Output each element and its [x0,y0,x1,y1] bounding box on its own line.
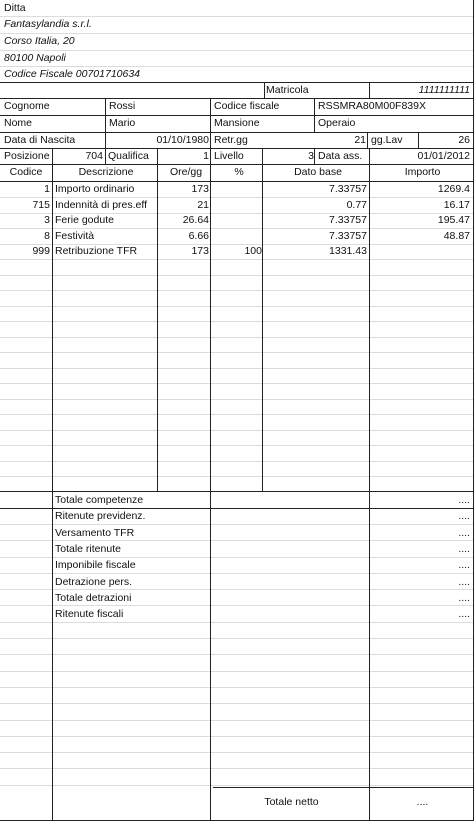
table-cell-base: 1331.43 [329,245,367,257]
grid-line [264,82,265,98]
grid-line [0,321,474,322]
header-codice: Codice [9,166,43,178]
table-cell-base: 0.77 [346,198,367,211]
mansione-label: Mansione [214,117,260,129]
mansione-value: Operaio [318,117,356,129]
grid-line [367,132,368,148]
grid-line [210,98,211,148]
table-cell-base: 7.33757 [329,229,367,242]
grid-line [0,687,474,688]
grid-line [0,654,474,655]
total-label: Versamento TFR [55,526,135,539]
grid-line [0,703,474,704]
table-cell-codice: 1 [44,183,50,195]
gg-lav-label: gg.Lav [371,134,403,146]
table-cell-descrizione: Indennità di pres.eff [55,198,148,211]
table-cell-perc: 100 [244,245,262,257]
grid-line [0,476,474,477]
table-cell-codice: 999 [32,245,50,257]
header-dato-base: Dato base [294,166,342,178]
grid-line [0,337,474,338]
grid-line [0,622,474,623]
posizione-label: Posizione [4,150,50,162]
company-fiscal-code: Codice Fiscale 00701710634 [4,68,141,80]
totale-netto-value: .... [416,796,429,808]
data-nascita-label: Data di Nascita [4,134,76,146]
grid-line [0,445,474,446]
grid-line [0,306,474,307]
grid-line [0,491,474,492]
grid-line [210,148,211,164]
total-value: .... [458,608,470,621]
table-cell-descrizione: Festività [55,229,95,242]
grid-line [0,671,474,672]
table-cell-importo: 16.17 [443,198,470,211]
data-ass-value: 01/01/2012 [417,150,470,162]
grid-line [52,148,53,164]
grid-line [157,148,158,164]
retr-gg-label: Retr.gg [214,134,248,146]
data-nascita-value: 01/10/1980 [156,134,209,146]
grid-line [210,164,211,820]
grid-line [52,164,53,820]
grid-line [105,148,106,164]
qualifica-label: Qualifica [108,150,149,162]
total-label: Detrazione pers. [55,575,133,588]
nome-label: Nome [4,117,33,129]
qualifica-value: 1 [203,150,209,162]
header-importo: Importo [404,166,441,178]
table-cell-descrizione: Importo ordinario [55,183,135,195]
livello-label: Livello [214,150,244,162]
grid-line [0,736,474,737]
gg-lav-value: 26 [458,134,470,146]
total-value: .... [458,494,470,506]
header-descrizione: Descrizione [78,166,134,178]
grid-line [0,768,474,769]
table-cell-perc [213,198,262,213]
table-cell-codice: 715 [32,198,50,211]
codice-fiscale-label: Codice fiscale [214,100,280,112]
retr-gg-value: 21 [354,134,366,146]
grid-line [213,787,474,788]
header-ore-gg: Ore/gg [169,166,203,178]
table-cell-ore: 26.64 [182,214,209,226]
total-value: .... [458,591,470,604]
ditta-label: Ditta [4,2,26,14]
grid-line [418,132,419,148]
total-label: Imponibile fiscale [55,559,136,572]
company-address-city: 80100 Napoli [4,52,66,64]
table-cell-codice: 8 [44,229,50,242]
table-cell-perc [213,229,262,244]
matricola-label: Matricola [266,84,309,96]
table-cell-base: 7.33757 [329,214,367,226]
grid-line [0,638,474,639]
grid-line [369,148,370,164]
header-percent: % [234,166,244,178]
table-cell-descrizione: Retribuzione TFR [55,245,138,257]
grid-line [314,98,315,132]
nome-value: Mario [109,117,136,129]
livello-value: 3 [308,150,314,162]
grid-line [0,414,474,415]
grid-line [0,399,474,400]
grid-line [369,164,370,820]
grid-line [0,752,474,753]
posizione-value: 704 [85,150,103,162]
total-value: .... [458,542,470,555]
codice-fiscale-value: RSSMRA80M00F839X [318,100,426,112]
total-label: Totale detrazioni [55,591,132,604]
matricola-value: 1111111111 [418,84,470,96]
table-cell-importo: 195.47 [437,214,470,226]
table-cell-ore: 173 [191,245,209,257]
grid-line [105,98,106,148]
grid-line [262,164,263,491]
grid-line [0,275,474,276]
cognome-value: Rossi [109,100,136,112]
table-cell-descrizione: Ferie godute [55,214,114,226]
table-cell-ore: 21 [197,198,209,211]
total-label: Totale competenze [55,494,144,506]
total-label: Totale ritenute [55,542,121,555]
grid-line [0,290,474,291]
total-label: Ritenute previdenz. [55,510,146,523]
company-name: Fantasylandia s.r.l. [4,18,92,30]
total-value: .... [458,559,470,572]
grid-line [369,82,370,98]
grid-line [314,148,315,164]
data-ass-label: Data ass. [318,150,363,162]
table-cell-perc [213,182,262,197]
table-cell-perc [213,213,262,228]
totale-netto-label: Totale netto [264,796,319,808]
table-cell-codice: 3 [44,214,50,226]
total-value: .... [458,575,470,588]
grid-line [0,50,474,51]
total-label: Ritenute fiscali [55,608,124,621]
grid-line [0,461,474,462]
grid-line [0,368,474,369]
table-cell-importo: 1269.4 [437,183,470,195]
company-address-street: Corso Italia, 20 [4,35,75,47]
table-cell-importo: 48.87 [443,229,470,242]
grid-line [0,259,474,260]
cognome-label: Cognome [4,100,50,112]
total-value: .... [458,510,470,523]
grid-line [0,352,474,353]
table-cell-ore: 173 [191,183,209,195]
total-value: .... [458,526,470,539]
grid-line [0,720,474,721]
grid-line [0,383,474,384]
table-cell-importo [371,244,470,259]
grid-line [0,430,474,431]
table-cell-ore: 6.66 [188,229,209,242]
table-cell-base: 7.33757 [329,183,367,195]
grid-line [0,785,474,786]
grid-line [262,148,263,164]
